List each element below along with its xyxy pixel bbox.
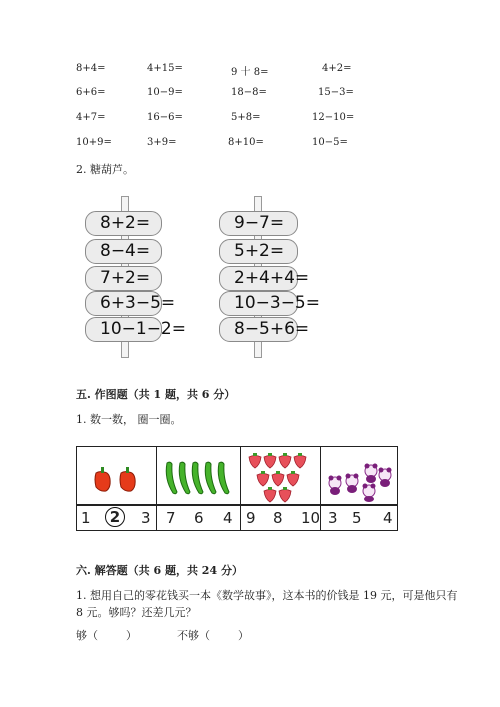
count-option-circled[interactable]	[105, 507, 125, 527]
count-option[interactable]: 9	[246, 509, 256, 527]
calc-item: 4+2=	[322, 63, 352, 74]
calc-item: 15−3=	[318, 87, 354, 98]
word-problem-line: 8 元。够吗？还差几元？	[76, 606, 197, 619]
count-option[interactable]: 10	[301, 509, 321, 527]
skewer-bead: 8+2=	[85, 211, 162, 236]
part6-heading: 六. 解答题（共 6 题，共 24 分）	[76, 564, 243, 577]
count-option[interactable]: 1	[81, 509, 91, 527]
count-option[interactable]: 4	[383, 509, 393, 527]
calc-item: 5+8=	[231, 112, 261, 123]
count-option[interactable]: 6	[194, 509, 204, 527]
skewer-bead: 9−7=	[219, 211, 298, 236]
question-text: 1. 数一数， 圈一圈。	[76, 413, 182, 426]
skewer-bead: 2+4+4=	[219, 266, 298, 291]
count-option[interactable]: 3	[328, 509, 338, 527]
counting-table	[76, 446, 398, 531]
count-option[interactable]: 8	[273, 509, 283, 527]
word-problem-line: 1. 想用自己的零花钱买一本《数学故事》，这本书的价钱是 19 元，可是他只有	[76, 589, 458, 602]
part5-heading: 五. 作图题（共 1 题，共 6 分）	[76, 388, 236, 401]
calc-item: 3+9=	[147, 137, 177, 148]
skewer-bead: 8−5+6=	[219, 317, 298, 342]
skewer-bead: 5+2=	[219, 239, 298, 264]
calc-item: 8+10=	[228, 137, 264, 148]
calc-item: 10−5=	[312, 137, 348, 148]
count-option[interactable]: 5	[352, 509, 362, 527]
enough-answer[interactable]: 够（ ）	[76, 629, 137, 642]
calc-item: 4+15=	[147, 63, 183, 74]
count-option[interactable]: 7	[166, 509, 176, 527]
calc-item: 6+6=	[76, 87, 106, 98]
skewer-bead: 8−4=	[85, 239, 162, 264]
calc-item: 8+4=	[76, 63, 106, 74]
panda-icon	[325, 461, 395, 503]
calc-item: 9 十 8=	[231, 67, 269, 78]
count-option[interactable]: 3	[141, 509, 151, 527]
calc-item: 10−9=	[147, 87, 183, 98]
skewer-bead: 7+2=	[85, 266, 162, 291]
skewer-bead: 10−1−2=	[85, 317, 162, 342]
calc-item: 18−8=	[231, 87, 267, 98]
circled-answer: 2	[105, 507, 125, 527]
count-option[interactable]: 4	[223, 509, 233, 527]
cucumber-icon	[163, 459, 235, 499]
not-enough-answer[interactable]: 不够（ ）	[177, 629, 249, 642]
skewer-bead: 6+3−5=	[85, 291, 162, 316]
strawberry-icon	[245, 451, 315, 503]
calc-item: 4+7=	[76, 112, 106, 123]
skewer-bead: 10−3−5=	[219, 291, 298, 316]
calc-item: 16−6=	[147, 112, 183, 123]
pepper-icon	[91, 465, 141, 495]
section-title: 2. 糖葫芦。	[76, 163, 134, 176]
calc-item: 12−10=	[312, 112, 355, 123]
calc-item: 10+9=	[76, 137, 112, 148]
